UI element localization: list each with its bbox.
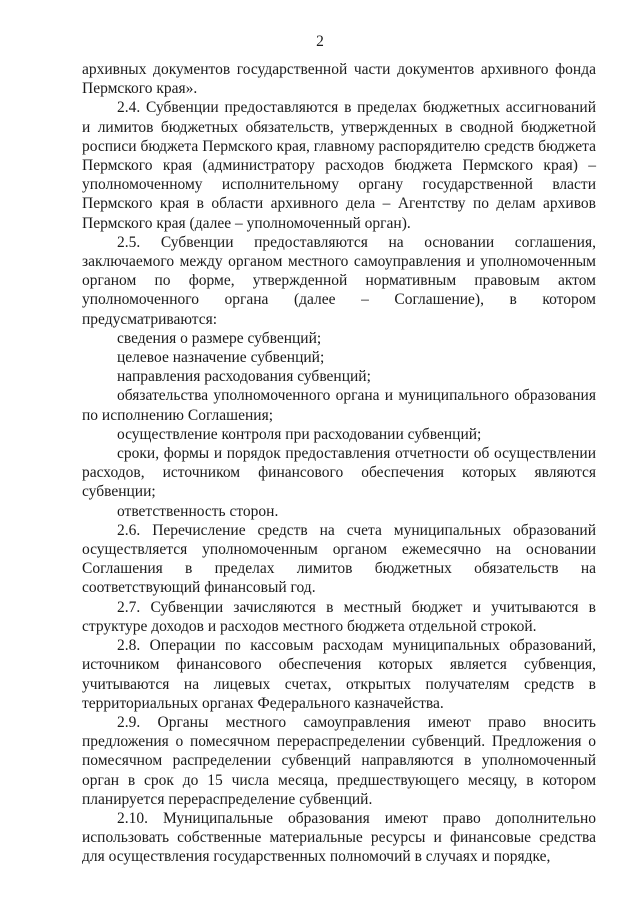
list-item: сведения о размере субвенций; bbox=[117, 329, 322, 347]
list-item: обязательства уполномоченного органа и муниципального образования по исполнению Соглашения; bbox=[82, 387, 596, 424]
paragraph-continuation: архивных документов государственной части документов архивного фонда Пермского края». bbox=[82, 61, 596, 98]
list-item: целевое назначение субвенций; bbox=[117, 349, 325, 367]
list-item: осуществление контроля при расходовании субвенций; bbox=[117, 425, 482, 443]
paragraph-2-5: 2.5. Субвенции предоставляются на основании соглашения, заключаемого между органом местного самоуправления и уполномоченным органом по форме, утвержденной нормативным правовым актом уполномоченного органа (далее – Соглашение), в котором предусматриваются: bbox=[82, 233, 596, 328]
paragraph-2-6: 2.6. Перечисление средств на счета муниципальных образований осуществляется уполномоченным органом ежемесячно на основании Соглашения в пределах лимитов бюджетных обязательств на соответствующий финансовый год. bbox=[82, 521, 596, 597]
paragraph-2-9: 2.9. Органы местного самоуправления имеют право вносить предложения о помесячном перераспределении субвенций. Предложения о помесячном распределении субвенций направляются в уполномоченный орган в срок до 15 числа месяца, предшествующего месяцу, в котором планируется перераспределение субвенций. bbox=[82, 713, 596, 808]
paragraph-2-8: 2.8. Операции по кассовым расходам муниципальных образований, источником финансового обеспечения которых является субвенция, учитываются на лицевых счетах, открытых получателям средств в территориальных органах Федерального казначейства. bbox=[82, 637, 596, 712]
list-item: направления расходования субвенций; bbox=[117, 368, 371, 386]
page-number: 2 bbox=[316, 33, 324, 50]
paragraph-2-7: 2.7. Субвенции зачисляются в местный бюджет и учитываются в структуре доходов и расходов местного бюджета отдельной строкой. bbox=[82, 598, 596, 635]
paragraph-2-4: 2.4. Субвенции предоставляются в пределах бюджетных ассигнований и лимитов бюджетных обязательств, утвержденных в сводной бюджетной росписи бюджета Пермского края, главному распорядителю средств бюджета Пермского края (администратору расходов бюджета Пермского края) – уполномоченному исполнительному органу государственной власти Пермского края в области архивного дела – Агентству по делам архивов Пермского края (далее – уполномоченный орган). bbox=[82, 99, 596, 232]
list-item: сроки, формы и порядок предоставления отчетности об осуществлении расходов, источником финансового обеспечения которых являются субвенции; bbox=[82, 445, 596, 501]
list-item: ответственность сторон. bbox=[117, 502, 279, 520]
paragraph-2-10: 2.10. Муниципальные образования имеют право дополнительно использовать собственные материальные ресурсы и финансовые средства для осуществления государственных полномочий в случаях и порядке, bbox=[82, 809, 596, 866]
document-body bbox=[82, 60, 596, 867]
